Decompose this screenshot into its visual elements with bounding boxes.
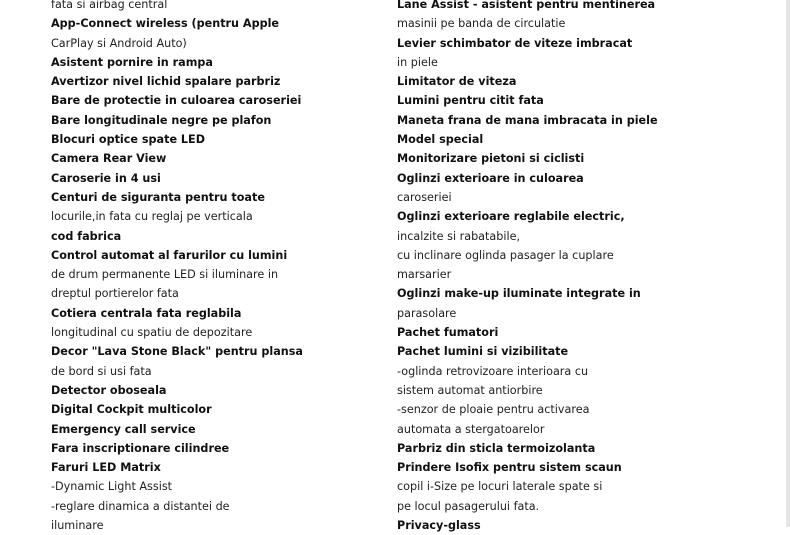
- equipment-detail: parasolare: [397, 306, 457, 320]
- equipment-item: Oglinzi exterioare in culoarea: [397, 171, 584, 185]
- equipment-detail: marsarier: [397, 268, 452, 282]
- equipment-item: Detector oboseala: [51, 383, 167, 397]
- equipment-item: Lumini pentru citit fata: [397, 94, 544, 108]
- equipment-item: Pachet fumatori: [397, 326, 499, 340]
- equipment-detail: fata si airbag central: [51, 0, 168, 11]
- equipment-detail: de drum permanente LED si iluminare in: [51, 268, 279, 282]
- equipment-item: Cotiera centrala fata reglabila: [51, 306, 242, 320]
- equipment-item: Privacy-glass: [397, 519, 481, 533]
- equipment-detail: -senzor de ploaie pentru activarea: [397, 403, 590, 417]
- equipment-detail: pe locul pasagerului fata.: [397, 499, 540, 513]
- equipment-item: Faruri LED Matrix: [51, 461, 161, 475]
- equipment-item: Pachet lumini si vizibilitate: [397, 345, 569, 359]
- equipment-item: Model special: [397, 133, 484, 147]
- equipment-item: Maneta frana de mana imbracata in piele: [397, 113, 658, 127]
- equipment-item: Avertizor nivel lichid spalare parbriz: [51, 75, 281, 89]
- page-edge: [786, 0, 790, 527]
- equipment-item: Digital Cockpit multicolor: [51, 403, 212, 417]
- equipment-detail: automata a stergatoarelor: [397, 422, 545, 436]
- equipment-detail: masinii pe banda de circulatie: [397, 17, 566, 31]
- equipment-item: Blocuri optice spate LED: [51, 133, 205, 147]
- equipment-item: Camera Rear View: [51, 152, 167, 166]
- equipment-item: Control automat al farurilor cu lumini: [51, 248, 288, 262]
- equipment-item: Levier schimbator de viteze imbracat: [397, 36, 633, 50]
- equipment-detail: copil i-Size pe locuri laterale spate si: [397, 480, 603, 494]
- equipment-detail: caroseriei: [397, 190, 452, 204]
- equipment-detail: iluminare: [51, 519, 104, 533]
- equipment-item: Monitorizare pietoni si ciclisti: [397, 152, 585, 166]
- equipment-list-left: [51, 0, 381, 535]
- equipment-detail: dreptul portierelor fata: [51, 287, 179, 301]
- equipment-item: Bare longitudinale negre pe plafon: [51, 113, 272, 127]
- equipment-item: Caroserie in 4 usi: [51, 171, 161, 185]
- equipment-detail: -Dynamic Light Assist: [51, 480, 173, 494]
- equipment-item: Bare de protectie in culoarea caroseriei: [51, 94, 302, 108]
- equipment-detail: -oglinda retrovizoare interioara cu: [397, 364, 589, 378]
- equipment-item: Prindere Isofix pentru sistem scaun: [397, 461, 622, 475]
- equipment-detail: CarPlay si Android Auto): [51, 36, 187, 50]
- equipment-item: Fara inscriptionare cilindree: [51, 441, 230, 455]
- equipment-item: cod fabrica: [51, 229, 122, 243]
- equipment-item: Lane Assist - asistent pentru mentinerea: [397, 0, 656, 11]
- equipment-item: Oglinzi exterioare reglabile electric,: [397, 210, 625, 224]
- equipment-detail: locurile,in fata cu reglaj pe verticala: [51, 210, 253, 224]
- equipment-detail: cu inclinare oglinda pasager la cuplare: [397, 248, 614, 262]
- equipment-item: Oglinzi make-up iluminate integrate in: [397, 287, 641, 301]
- equipment-item: Centuri de siguranta pentru toate: [51, 190, 265, 204]
- equipment-detail: de bord si usi fata: [51, 364, 152, 378]
- equipment-list-right: [397, 0, 777, 535]
- equipment-item: Limitator de viteza: [397, 75, 517, 89]
- equipment-item: Emergency call service: [51, 422, 196, 436]
- equipment-item: Decor "Lava Stone Black" pentru plansa: [51, 345, 303, 359]
- equipment-detail: in piele: [397, 55, 438, 69]
- equipment-detail: -reglare dinamica a distantei de: [51, 499, 230, 513]
- equipment-item: Parbriz din sticla termoizolanta: [397, 441, 596, 455]
- equipment-item: App-Connect wireless (pentru Apple: [51, 17, 280, 31]
- equipment-detail: longitudinal cu spatiu de depozitare: [51, 326, 253, 340]
- equipment-detail: sistem automat antiorbire: [397, 383, 543, 397]
- equipment-item: Asistent pornire in rampa: [51, 55, 213, 69]
- equipment-detail: incalzite si rabatabile,: [397, 229, 521, 243]
